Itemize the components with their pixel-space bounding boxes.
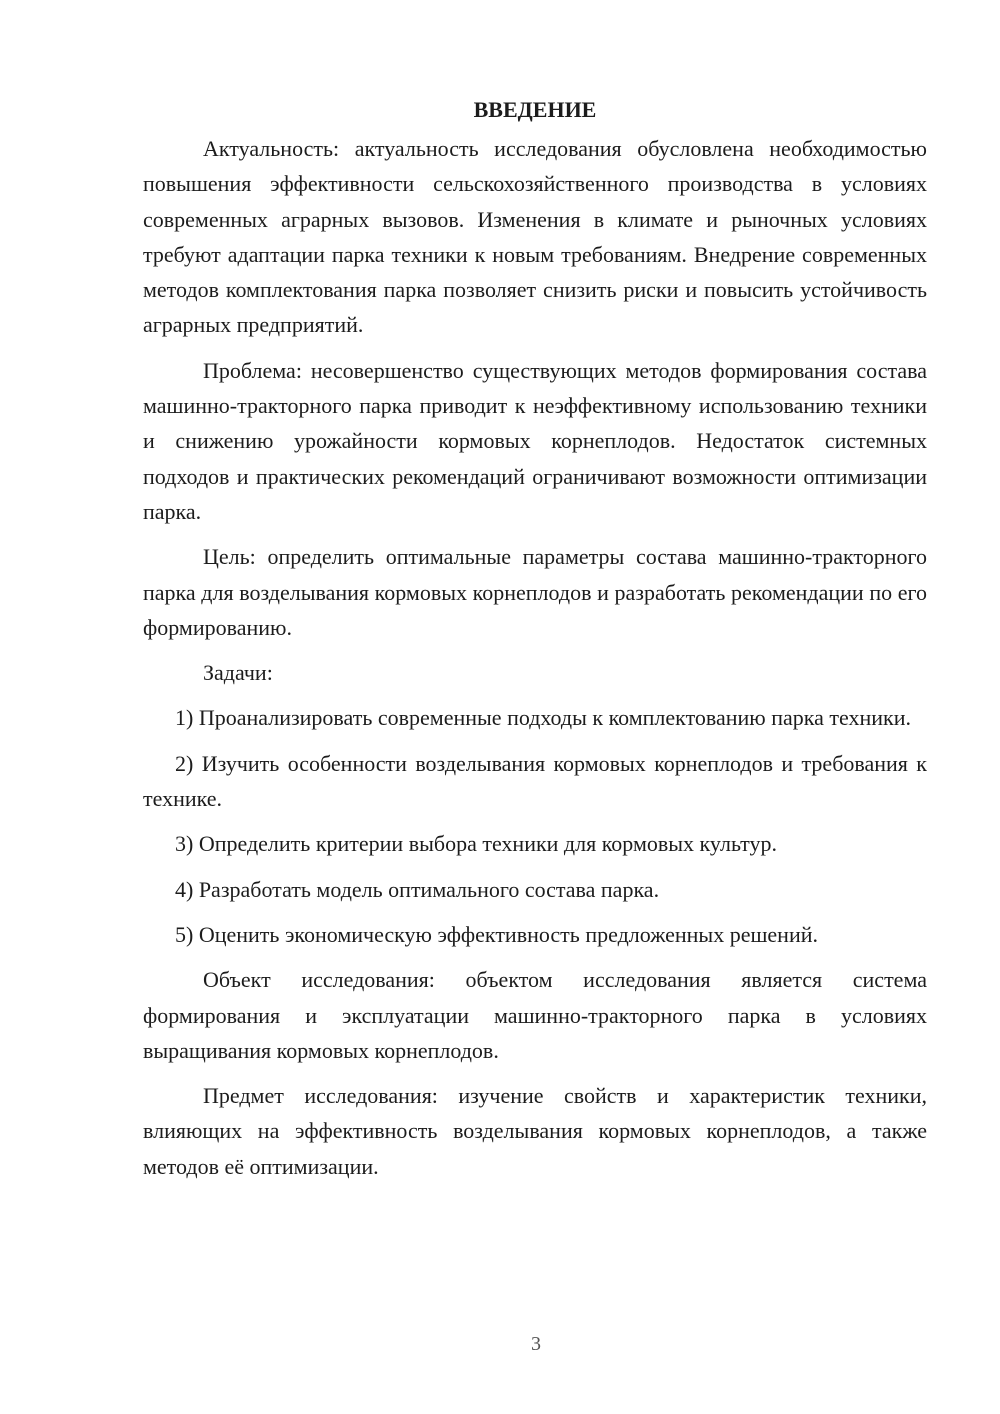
paragraph-problem: Проблема: несовершенство существующих методов формирования состава машинно-тракторного парка приводит к неэффективному использованию техники и снижению урожайности кормовых корнеплодов. Недостаток системных подходов и практических рекомендаций ограничивают возможности оптимизации парка. <box>143 357 927 524</box>
paragraph-goal: Цель: определить оптимальные параметры состава машинно-тракторного парка для возделывания кормовых корнеплодов и разработать рекомендации по его формированию. <box>143 544 927 640</box>
paragraph-relevance: Актуальность: актуальность исследования обусловлена необходимостью повышения эффективности сельскохозяйственного производства в условиях современных аграрных вызовов. Изменения в климате и рыночных условиях требуют адаптации парка техники к новым требованиям. Внедрение современных методов комплектования парка позволяет снизить риски и повысить устойчивость аграрных предприятий. <box>143 136 927 338</box>
task-item-2: 2) Изучить особенности возделывания кормовых корнеплодов и требования к технике. <box>143 750 927 812</box>
tasks-heading: Задачи: <box>203 660 273 686</box>
task-item-3: 3) Определить критерии выбора техники для кормовых культур. <box>175 831 777 857</box>
task-item-1: 1) Проанализировать современные подходы к комплектованию парка техники. <box>175 705 912 731</box>
page-number: 3 <box>531 1333 541 1355</box>
task-item-4: 4) Разработать модель оптимального состава парка. <box>175 876 660 902</box>
document-body <box>143 92 927 1194</box>
task-item-5: 5) Оценить экономическую эффективность предложенных решений. <box>175 921 818 947</box>
page-title: ВВЕДЕНИЕ <box>473 97 597 122</box>
paragraph-object: Объект исследования: объектом исследования является система формирования и эксплуатации машинно-тракторного парка в условиях выращивания кормовых корнеплодов. <box>143 967 927 1063</box>
paragraph-subject: Предмет исследования: изучение свойств и характеристик техники, влияющих на эффективность возделывания кормовых корнеплодов, а также методов её оптимизации. <box>143 1083 927 1179</box>
